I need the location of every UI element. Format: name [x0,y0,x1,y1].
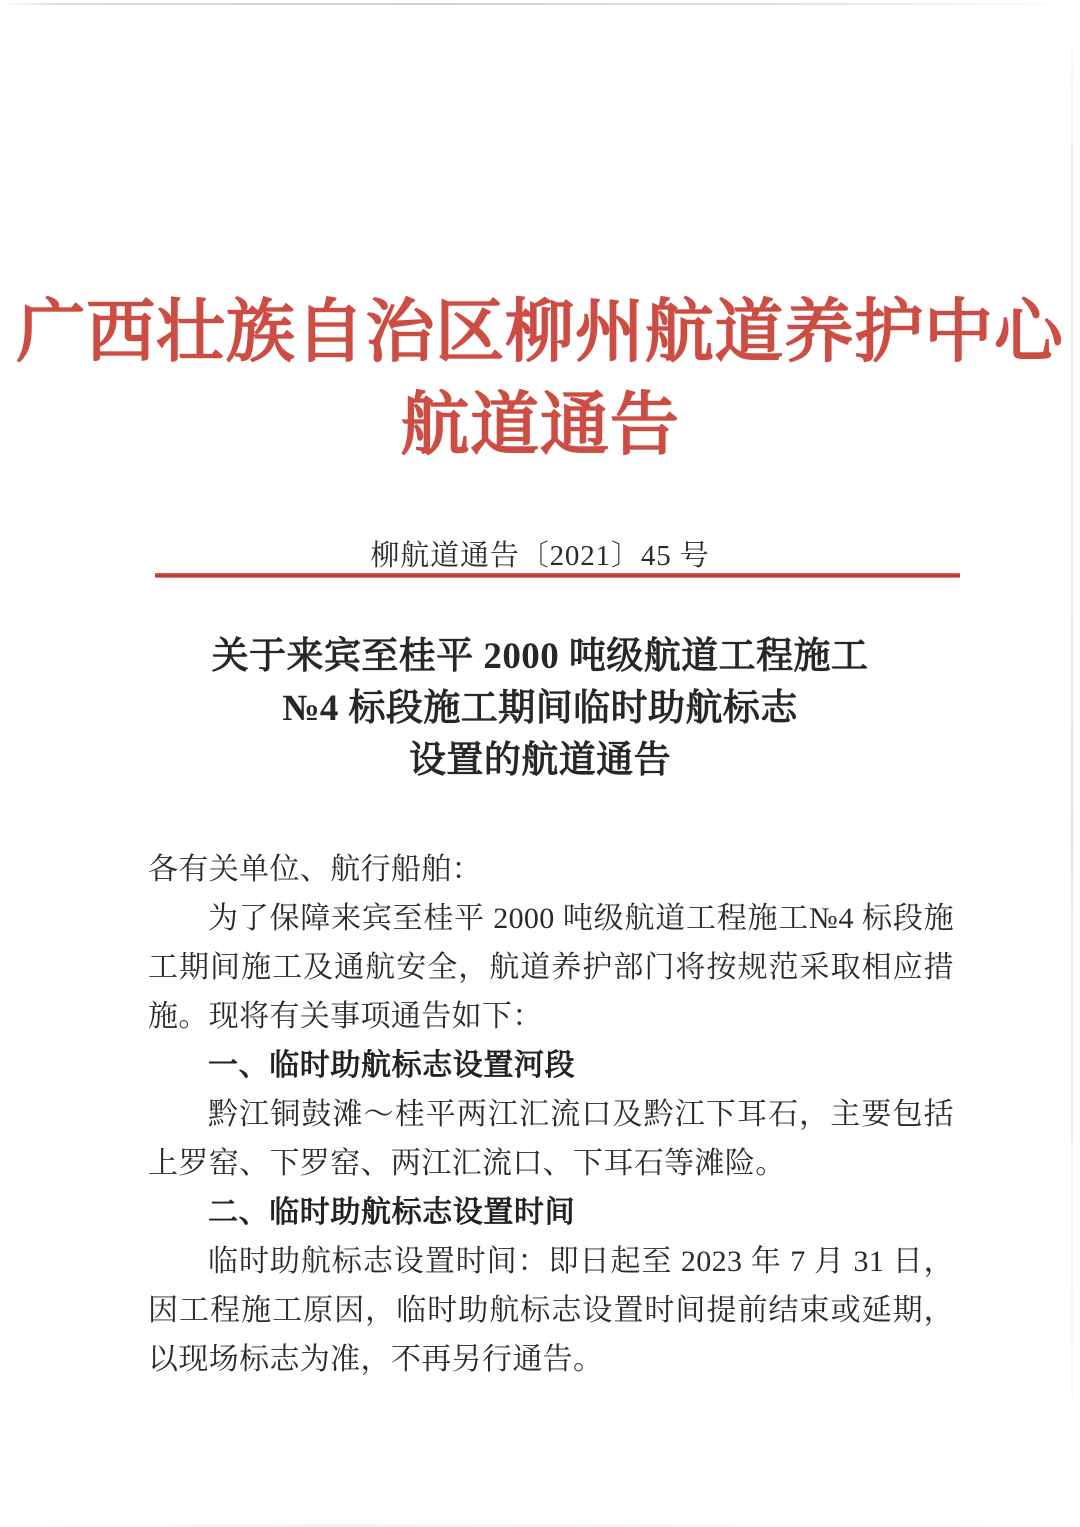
document-number: 柳航道通告〔2021〕45 号 [370,540,710,572]
intro-paragraph: 为了保障来宾至桂平 2000 吨级航道工程施工№4 标段施工期间施工及通航安全，航道养护部门将按规范采取相应措施。现将有关事项通告如下： [148,902,954,1033]
page-title [0,631,1080,787]
section-2-heading: 二、临时助航标志设置时间 [208,1196,576,1229]
scan-edge-top [0,3,1080,5]
section-1-paragraph: 黔江铜鼓滩～桂平两江汇流口及黔江下耳石，主要包括上罗窑、下罗窑、两江汇流口、下耳石等滩险。 [148,1098,954,1180]
red-separator-rule [155,573,960,578]
salutation: 各有关单位、航行船舶： [148,853,482,886]
page-title-line-3: 设置的航道通告 [408,740,672,781]
masthead [0,292,1080,465]
masthead-document-type: 航道通告 [400,387,680,463]
section-2-paragraph: 临时助航标志设置时间：即日起至 2023 年 7 月 31 日，因工程施工原因，临时助航标志设置时间提前结束或延期，以现场标志为准，不再另行通告。 [148,1245,954,1376]
section-1-heading: 一、临时助航标志设置河段 [208,1049,576,1082]
page-title-line-2: №4 标段施工期间临时助航标志 [282,688,798,729]
document-body [148,845,954,1384]
masthead-organization-name: 广西壮族自治区柳州航道养护中心 [16,294,1064,370]
page-title-line-1: 关于来宾至桂平 2000 吨级航道工程施工 [211,636,869,677]
